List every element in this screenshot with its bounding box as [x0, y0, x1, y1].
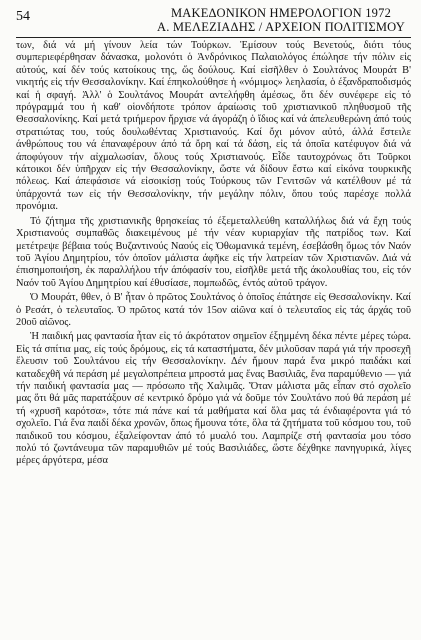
paragraph: Ἡ παιδική μας φαντασία ἦταν εἰς τό άκρότατον σημεῖον έξημμένη δέκα πέντε μέρες τώρα. Εἰς τά σπίτια μας, εἰς τούς δρόμους, εἰς τά καταστήματα, δέν μιλοῦσαν παρά γιά τήν προσεχῆ ἔλευσιν τοῦ Σουλτάνου εἰς τήν Θεσσαλονίκην. Δέν ἤμουν παρά ἕνα μικρό παιδάκι καί καταδεχθῆ νά περάση μέ μεγαλοπρέπεια μπροστά μας ἕνας Βασιλιᾶς, ἕνα παραμύθενιο — γιά τήν παιδική φαντασία μας — πρόσωπο τῆς Χαλιμᾶς. Ὅταν μάλιστα μᾶς εἶπαν στό σχολεῖο μας ὅτι θά μᾶς παρατάξουν σέ κεντρικό δρόμο γιά νά δοῦμε τόν Σουλτάνο πού θά περάση μέ τή «χρυσῆ καρότσα», τότε πιά πάνε καί τά μαθήματα καί ὅλα μας τά ένδιαφέροντα γιά τό σχολεῖο. Γιά ἕνα παιδί δέκα χρονῶν, ὅπως ἤμουνα τότε, ὅλα τά ζητήματα τοῦ κόσμου του, τοῦ παιδικοῦ του κόσμου, έξαλείφονταν άπό τό μυαλό του. Λαμπρίζε στή φαντασία μου τόσο πολύ τό ζωντάνευμα τῶν παραμυθιῶν μέ τούς Βασιλιάδες, ὥστε δέχθηκε πανηγυρικά, λίγες μέρες άργότερα, μέσα — [16, 331, 411, 467]
author-section: Α. ΜΕΛΕΖΙΑΔΗΣ / ΑΡΧΕΙΟΝ ΠΟΛΙΤΙΣΜΟΥ — [156, 20, 405, 34]
running-head-title — [157, 6, 405, 34]
running-head — [16, 5, 411, 35]
body-text — [16, 40, 411, 638]
paragraph: Ὁ Μουράτ, θθεν, ὁ Β' ἦταν ὁ πρῶτος Σουλτάνος ὁ ὁποῖος έπάτησε εἰς Θεσσαλονίκην. Καί ὁ Ρεσάτ, ὁ τελευταῖος. Ὁ πρῶτος κατά τόν 15ον αἰῶνα καί ὁ τελευταῖος εἰς τάς άρχάς τοῦ 20οῦ αἰῶνος. — [16, 292, 411, 328]
header-rule — [16, 37, 411, 38]
page-number: 54 — [16, 9, 30, 24]
paragraph: των, διά νά μή γίνουν λεία τών Τούρκων. Ἐμίσουν τούς Βενετούς, διότι τόυς συμπεριεφέρθησαν δάνασκα, μολονότι ὁ Ἀνδρόνικος Παλαιολόγος έπώλησε τήν πόλιν εἰς αὐτούς, καί δέν τούς κατοίκους της, ὥς δούλους. Καί εἰσῆλθεν ὁ Σουλτάνος Μουράτ Β' νικητής εἰς τήν Θεσσαλονίκην. Καί έπηκολούθησε ἡ «νόμιμος» λεηλασία, ὁ έξανδραποδισμός καί ἡ σφαγή. Ἀλλ' ὁ Σουλτάνος Μουράτ αντελήφθη άμέσως, ὅτι δέν συνέφερε εἰς τό πρόγραμμά του ἡ καθ' οἱονδήποτε τρόπον άραίωσις τοῦ χριστιανικοῦ πληθυσμοῦ τῆς Θεσσαλονίκης. Καί μετά τριήμερον ἤρχισε νά άγοράζη ὁ ἴδιος καί νά άπελευθερώνη άπό τούς στρατιώτας του, τούς δουλωθέντας Χριστιανούς. Καί ὄχι μόνον αὐτό, άλλά ἔστειλε άνθρώπους του νά έπαναφέρουν άπό τά ὄρη καί τά δάση, εἰς τά ὁποῖα κατέφυγον διά νά άποφύγουν τήν αἰχμαλωσίαν, ὅλους τούς Χριστιανούς. Εἶδε ταυτοχρόνως ὅτι Τοῦρκοι κάτοικοι δέν ὑπῆρχαν εἰς τήν Θεσσαλονίκην, ὥστε νά δίδουν ἔστω καί εἰκόνα τουρκικῆς πόλεως. Καί άπεφάσισε νά εἰσοικίσῃ τούς Τούρκους τῶν Γενιτσῶν νά κατέλθουν μέ τά ὑπάρχοντά των εἰς τήν Θεσσαλονίκην, τήν μεγάλην πόλιν, ὅπου τούς παρέσχε πολλά προνόμια. — [16, 40, 411, 213]
paragraph: Τό ζήτημα τῆς χριστιανικῆς θρησκείας τό έξεμεταλλεύθη καταλλήλως διά νά ἔχη τούς Χριστιανούς συμπαθῶς διακειμένους μέ τήν νέαν κυριαρχίαν τῆς πατρίδος των. Καί μετέτρεψε βέβαια τούς Βυζαντινούς Ναούς εἰς Ὀθωμανικά τεμένη, έσεβάσθη ὅμως τόν Ναόν τοῦ Ἁγίου Δημητρίου, τόν ὁποῖον μάλιστα άφῆκε εἰς τήν λατρείαν τῶν Χριστιανῶν. Διά νά έπισημοποιήση, ἐκ παραλλήλου τήν άπόφασίν του, εἰσῆλθε μετά τῆς άκολουθίας του, εἰς τόν Ναόν τοῦ Ἁγίου Δημητρίου καί έθυσίασε, πομπωδῶς, έντός αὐτοῦ τράγον. — [16, 215, 411, 289]
publication-title: ΜΑΚΕΔΟΝΙΚΟΝ ΗΜΕΡΟΛΟΓΙΟΝ 1972 — [170, 6, 392, 20]
